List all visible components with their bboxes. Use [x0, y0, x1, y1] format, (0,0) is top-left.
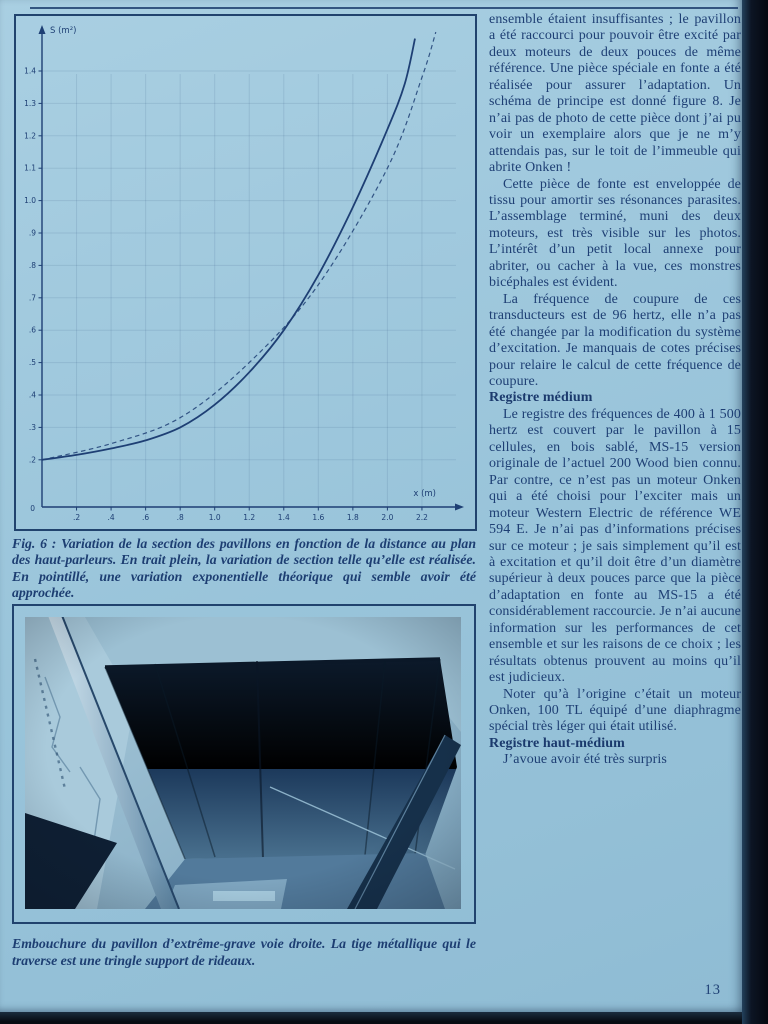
y-tick-label: 1.1 — [24, 163, 36, 173]
article-paragraph: Noter qu’à l’origine c’était un moteur Onken, 100 TL équipé d’une diaphragme spécial très léger qui était utilisé. — [489, 686, 741, 735]
x-tick-label: 2.0 — [381, 513, 394, 522]
y-tick-label: .4 — [28, 390, 36, 400]
x-tick-label: 1.6 — [312, 513, 325, 522]
x-tick-label: 1.0 — [208, 513, 221, 522]
article-paragraph: J’avoue avoir été très surpris — [503, 752, 667, 768]
y-tick-label: .8 — [28, 260, 36, 270]
x-tick-label: .6 — [142, 513, 150, 522]
y-tick-label: 1.4 — [24, 66, 36, 76]
x-tick-label: .2 — [72, 513, 81, 522]
x-tick-label: 2.2 — [415, 513, 428, 522]
y-tick-label: .6 — [28, 325, 36, 335]
x-tick-label: .8 — [176, 513, 184, 522]
article-paragraph: Le registre des fréquences de 400 à 1 500 hertz est couvert par le pavillon à 15 cellules, en bois sablé, MS-15 version originale de l’actuel 200 Wood bien connu. Par contre, ce n’est pas un moteur Onken qui a été choisi pour l’exciter mais un moteur Western Electric de référence WE 594 E. Je n’ai pas d’informations précises sur ce moteur ; je sais simplement qu’il est à excitation et qu’il doit être d’un diamètre supérieur à deux pouces parce que la pièce d’adaptation en fonte au MS-15 a été considérablement raccourcie. Je n’ai aucune information sur les performances de cet ensemble et sur les raisons de ce choix ; les résultats obtenus prouvent au moins qu’il est judicieux. — [489, 406, 741, 686]
x-tick-label: 1.2 — [243, 513, 256, 522]
horn-mouth-photo — [25, 617, 461, 909]
y-tick-label: .7 — [28, 293, 36, 303]
photo-caption: Embouchure du pavillon d’extrême-grave voie droite. La tige métallique qui le traverse est une tringle support de rideaux. — [12, 936, 476, 968]
article-paragraph: ensemble étaient insuffisantes ; le pavillon a été raccourci pour pouvoir être excité par deux moteurs de deux pouces de même référence. Une pièce spéciale en fonte a été réalisée pour assurer l’adaptation. Un schéma de principe est donné figure 8. Je n’ai pas de photo de cette pièce dont j’ai pu voir un exemplaire alors que je ne m’y attendais pas, sur le toit de l’immeuble qui abrite Onken ! — [489, 12, 741, 176]
y-tick-label: 1.2 — [24, 131, 36, 141]
y-tick-label: .3 — [28, 422, 36, 432]
photo-frame — [12, 604, 476, 924]
scan-edge-bottom — [0, 1012, 742, 1024]
x-tick-label: 1.8 — [346, 513, 359, 522]
fig6-frame — [14, 14, 477, 531]
fig6-section-chart — [16, 16, 475, 529]
x-axis-label: x (m) — [413, 489, 436, 499]
y-tick-label: .2 — [28, 455, 36, 465]
photo-vignette — [25, 617, 461, 909]
page-number: 13 — [704, 982, 721, 998]
article-column — [489, 12, 741, 769]
top-rule — [30, 7, 738, 9]
y-tick-label: .5 — [28, 358, 36, 368]
y-tick-label: 1.3 — [24, 98, 36, 108]
x-tick-label: .4 — [107, 513, 115, 522]
x-tick-label: 1.4 — [277, 513, 290, 522]
y-axis-label: S (m²) — [50, 26, 77, 36]
origin-label: 0 — [30, 504, 35, 513]
article-heading: Registre médium — [489, 390, 593, 406]
fig6-caption: Fig. 6 : Variation de la section des pavillons en fonction de la distance au plan des haut-parleurs. En trait plein, la variation de section telle qu’elle est réalisée. En pointillé, une variation exponentielle théorique qui semble avoir été approchée. — [12, 536, 476, 601]
article-heading: Registre haut-médium — [489, 735, 625, 751]
article-paragraph: La fréquence de coupure de ces transducteurs est de 96 hertz, elle n’a pas été changée par la modification du système d’excitation. Je manquais de cotes précises pour relaire le calcul de cette fréquence de coupure. — [489, 291, 741, 389]
theoretical-exponential-curve — [42, 32, 436, 460]
y-tick-label: .9 — [28, 228, 36, 238]
y-axis-arrow — [39, 25, 46, 34]
y-tick-label: 1.0 — [24, 196, 36, 206]
x-axis-arrow — [455, 504, 464, 511]
scan-edge-right — [742, 0, 768, 1024]
realized-section-curve — [42, 39, 415, 460]
article-paragraph: Cette pièce de fonte est enveloppée de tissu pour amortir ses résonances parasites. L’assemblage terminé, muni des deux moteurs, est très visible sur les photos. L’intérêt d’un petit local annexe pour abriter, ou cacher à la vue, ces monstres bicéphales est évident. — [489, 176, 741, 291]
